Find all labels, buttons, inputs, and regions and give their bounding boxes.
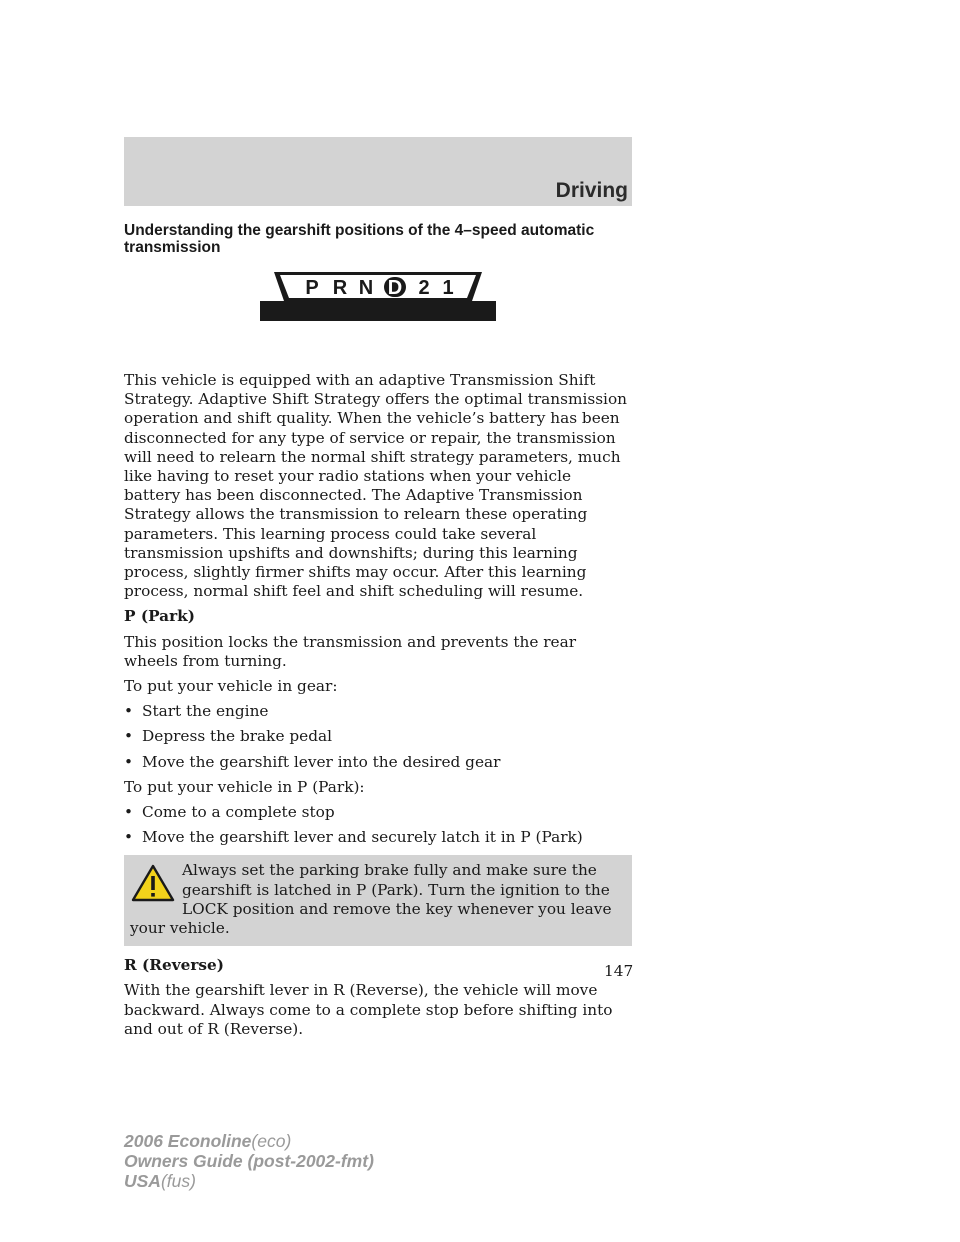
gear-letter-d: D [387, 277, 403, 299]
header-band [124, 137, 632, 206]
reverse-description: With the gearshift lever in R (Reverse), the vehicle will move backward. Always come to a complete stop before shifting into and out of R (Reverse). [124, 981, 613, 1038]
footer-market: USA [124, 1171, 161, 1191]
park-steps-lead: To put your vehicle in P (Park): [124, 777, 365, 796]
footer-line-2: Owners Guide (post-2002-fmt) [124, 1151, 374, 1171]
list-item-text: Depress the brake pedal [142, 727, 333, 746]
footer-model-code: (eco) [251, 1131, 292, 1151]
page-number: 147 [604, 962, 634, 980]
list-item-text: Move the gearshift lever and securely latch it in P (Park) [142, 828, 583, 847]
page-content [124, 222, 632, 1039]
list-item [124, 803, 632, 822]
footer-line-1 [124, 1131, 374, 1151]
warning-triangle-icon [130, 863, 176, 903]
footer [124, 1131, 374, 1191]
bullet-glyph: • [124, 727, 134, 746]
warning-box [124, 855, 632, 946]
intro-paragraph: This vehicle is equipped with an adaptive Transmission Shift Strategy. Adaptive Shift Strategy offers the optimal transmission operation and shift quality. When the vehicle’s battery has been disconnected for any type of service or repair, the transmission will need to relearn the normal shift strategy parameters, much like having to reset your radio stations when your vehicle battery has been disconnected. The Adaptive Transmission Strategy allows the transmission to relearn these operating parameters. This learning process could take several transmission upshifts and downshifts; during this learning process, slightly firmer shifts may occur. After this learning process, normal shift feel and shift scheduling will resume. [124, 371, 628, 601]
reverse-heading: R (Reverse) [124, 956, 224, 975]
gear-indicator [258, 268, 498, 328]
footer-model: 2006 Econoline [124, 1131, 252, 1151]
gear-indicator-figure [124, 256, 632, 371]
gear-letter-p: P [305, 277, 319, 299]
bullet-glyph: • [124, 752, 134, 771]
gear-indicator-base [260, 301, 496, 321]
section-title: Driving [555, 179, 628, 202]
list-item [124, 702, 632, 721]
footer-line-3 [124, 1171, 374, 1191]
bullet-glyph: • [124, 803, 134, 822]
park-heading: P (Park) [124, 607, 195, 626]
gear-steps-lead: To put your vehicle in gear: [124, 677, 338, 696]
page-heading: Understanding the gearshift positions of the 4–speed automatic transmission [124, 222, 595, 256]
park-description: This position locks the transmission and prevents the rear wheels from turning. [124, 632, 577, 670]
bullet-glyph: • [124, 702, 134, 721]
gear-letter-n: N [358, 277, 374, 299]
bullet-glyph: • [124, 828, 134, 847]
gear-letter-1: 1 [442, 277, 454, 299]
list-item [124, 828, 632, 847]
list-item-text: Come to a complete stop [142, 803, 335, 822]
list-item [124, 753, 632, 772]
list-item-text: Move the gearshift lever into the desired gear [142, 752, 501, 771]
gear-letter-r: R [332, 277, 348, 299]
list-item [124, 727, 632, 746]
gear-letter-2: 2 [418, 277, 430, 299]
list-item-text: Start the engine [142, 702, 269, 721]
footer-market-code: (fus) [160, 1171, 196, 1191]
warning-text: Always set the parking brake fully and make sure the gearshift is latched in P (Park). Turn the ignition to the LOCK position and remove the key whenever you leave your vehicle. [130, 861, 612, 938]
